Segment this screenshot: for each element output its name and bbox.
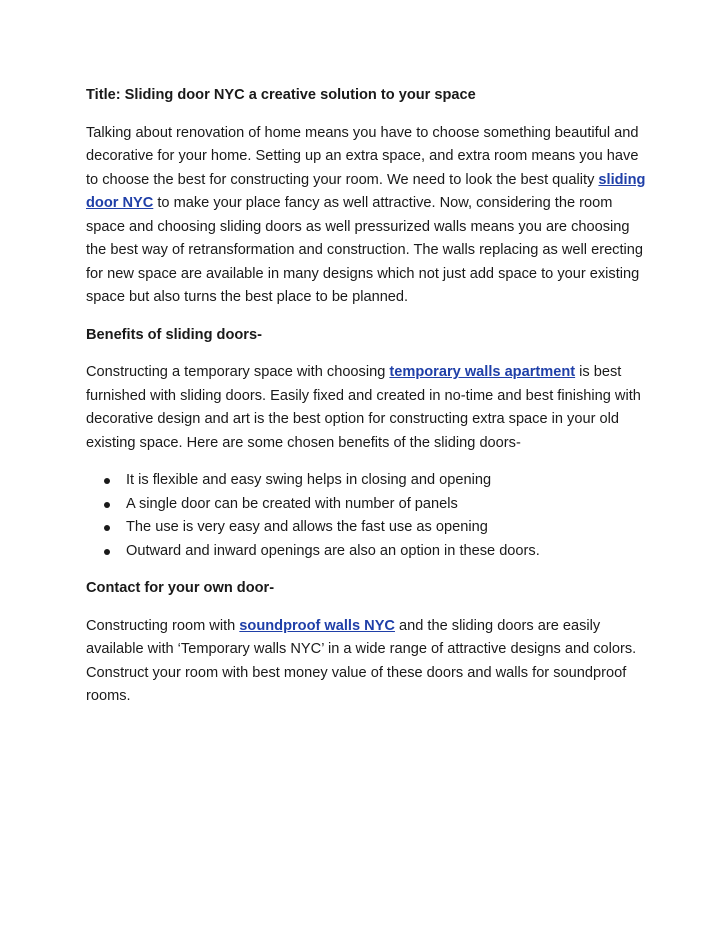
list-item-text: It is flexible and easy swing helps in closing and opening: [126, 472, 492, 488]
list-item: [126, 540, 646, 564]
soundproof-walls-nyc-link[interactable]: soundproof walls NYC: [239, 617, 395, 634]
benefits-paragraph: [86, 361, 646, 455]
benefits-list: [86, 469, 646, 563]
contact-text-after: and the sliding doors are easily available with ‘Temporary walls NYC’ in a wide range of attractive designs and colors. Construct your room with best money value of these doors and walls for soundproof rooms.: [86, 617, 637, 704]
list-item: [126, 493, 646, 517]
intro-paragraph: [86, 122, 646, 310]
list-item: [126, 469, 646, 493]
contact-paragraph: [86, 615, 646, 709]
bullet-icon: [104, 525, 110, 531]
document-title: Title: Sliding door NYC a creative solution to your space: [86, 87, 476, 103]
benefits-heading: Benefits of sliding doors-: [86, 326, 262, 343]
benefits-text-after: is best furnished with sliding doors. Easily fixed and created in no-time and best finishing with decorative design and art is the best option for constructing extra space in your old existing space. Here are some chosen benefits of the sliding doors-: [86, 364, 641, 451]
intro-text-after: to make your place fancy as well attractive. Now, considering the room space and choosing sliding doors as well pressurized walls means you are choosing the best way of retransformation and construction. The walls replacing as well erecting for new space are available in many designs which not just add space to your existing space but also turns the best place to be planned.: [86, 195, 644, 305]
list-item-text: A single door can be created with number of panels: [126, 495, 458, 512]
contact-heading: Contact for your own door-: [86, 580, 275, 596]
sliding-door-nyc-link[interactable]: sliding door NYC: [86, 171, 646, 211]
temporary-walls-apartment-link[interactable]: temporary walls apartment: [389, 364, 576, 380]
bullet-icon: [104, 478, 110, 484]
intro-text-before: Talking about renovation of home means you have to choose something beautiful and decorative for your home. Setting up an extra space, and extra room means you have to choose the best for constructing your room. We need to look the best quality: [86, 124, 639, 188]
list-item: [126, 516, 646, 540]
benefits-text-before: Constructing a temporary space with choosing: [86, 364, 390, 380]
list-item-text: Outward and inward openings are also an option in these doors.: [126, 542, 540, 559]
list-item-text: The use is very easy and allows the fast use as opening: [126, 519, 488, 535]
bullet-icon: [104, 502, 110, 508]
contact-text-before: Constructing room with: [86, 617, 240, 634]
bullet-icon: [104, 549, 110, 555]
document-page: [86, 84, 646, 723]
